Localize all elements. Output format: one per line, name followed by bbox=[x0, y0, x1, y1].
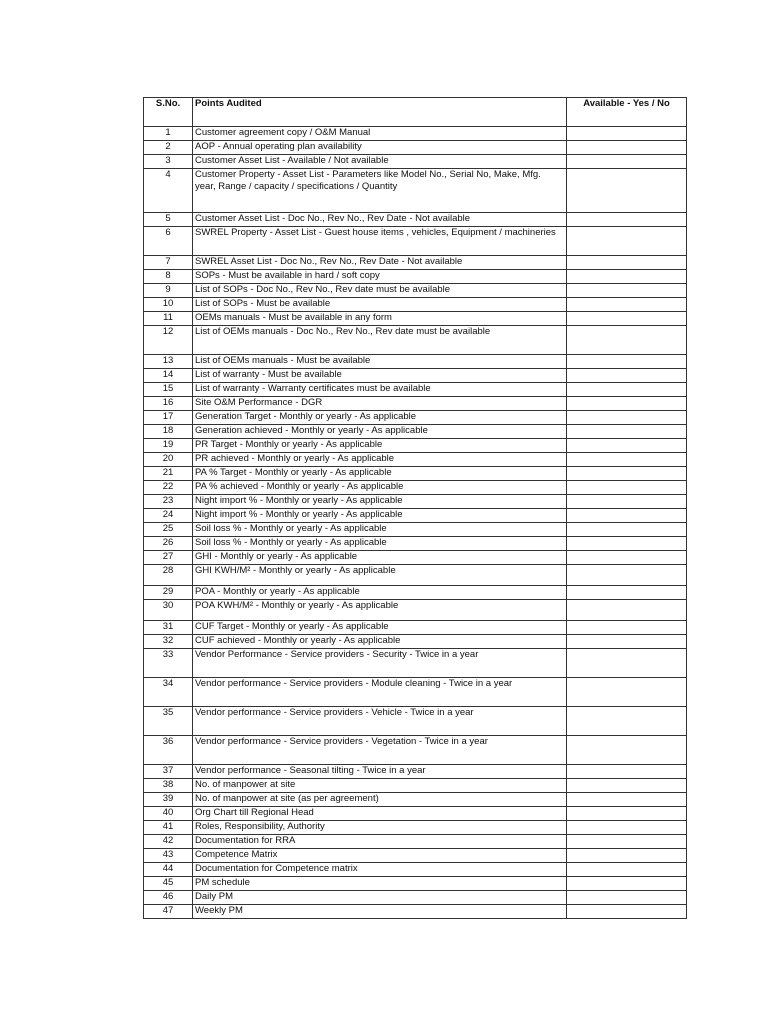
row-sno: 43 bbox=[144, 849, 193, 863]
table-row bbox=[144, 600, 687, 621]
row-available-cell[interactable] bbox=[567, 905, 687, 919]
table-row bbox=[144, 835, 687, 849]
header-available: Available - Yes / No bbox=[567, 98, 687, 127]
table-row bbox=[144, 298, 687, 312]
row-point-audited: POA - Monthly or yearly - As applicable bbox=[193, 586, 567, 600]
row-point-audited: Customer Asset List - Available / Not available bbox=[193, 155, 567, 169]
row-available-cell[interactable] bbox=[567, 736, 687, 765]
row-available-cell[interactable] bbox=[567, 678, 687, 707]
row-available-cell[interactable] bbox=[567, 227, 687, 256]
row-available-cell[interactable] bbox=[567, 565, 687, 586]
table-row bbox=[144, 439, 687, 453]
table-row bbox=[144, 397, 687, 411]
row-available-cell[interactable] bbox=[567, 383, 687, 397]
row-point-audited: GHI KWH/M² - Monthly or yearly - As applicable bbox=[193, 565, 567, 586]
table-row bbox=[144, 905, 687, 919]
row-available-cell[interactable] bbox=[567, 270, 687, 284]
row-available-cell[interactable] bbox=[567, 649, 687, 678]
row-available-cell[interactable] bbox=[567, 877, 687, 891]
row-sno: 47 bbox=[144, 905, 193, 919]
table-row bbox=[144, 565, 687, 586]
table-row bbox=[144, 383, 687, 397]
row-available-cell[interactable] bbox=[567, 523, 687, 537]
row-sno: 7 bbox=[144, 256, 193, 270]
table-row bbox=[144, 155, 687, 169]
table-row bbox=[144, 877, 687, 891]
row-sno: 28 bbox=[144, 565, 193, 586]
row-sno: 13 bbox=[144, 355, 193, 369]
table-row bbox=[144, 141, 687, 155]
row-available-cell[interactable] bbox=[567, 600, 687, 621]
table-row bbox=[144, 891, 687, 905]
row-sno: 14 bbox=[144, 369, 193, 383]
row-available-cell[interactable] bbox=[567, 793, 687, 807]
table-row bbox=[144, 707, 687, 736]
row-point-audited: POA KWH/M² - Monthly or yearly - As applicable bbox=[193, 600, 567, 621]
row-point-audited: SWREL Asset List - Doc No., Rev No., Rev Date - Not available bbox=[193, 256, 567, 270]
row-sno: 11 bbox=[144, 312, 193, 326]
table-row bbox=[144, 256, 687, 270]
row-sno: 27 bbox=[144, 551, 193, 565]
row-sno: 42 bbox=[144, 835, 193, 849]
row-sno: 40 bbox=[144, 807, 193, 821]
row-available-cell[interactable] bbox=[567, 891, 687, 905]
row-point-audited: Documentation for RRA bbox=[193, 835, 567, 849]
row-sno: 45 bbox=[144, 877, 193, 891]
header-points-audited: Points Audited bbox=[193, 98, 567, 127]
row-point-audited: Vendor performance - Service providers - Vegetation - Twice in a year bbox=[193, 736, 567, 765]
row-sno: 36 bbox=[144, 736, 193, 765]
row-sno: 16 bbox=[144, 397, 193, 411]
table-row bbox=[144, 270, 687, 284]
row-available-cell[interactable] bbox=[567, 169, 687, 213]
table-row bbox=[144, 849, 687, 863]
row-available-cell[interactable] bbox=[567, 707, 687, 736]
row-available-cell[interactable] bbox=[567, 621, 687, 635]
table-row bbox=[144, 635, 687, 649]
row-available-cell[interactable] bbox=[567, 425, 687, 439]
table-row bbox=[144, 369, 687, 383]
row-available-cell[interactable] bbox=[567, 551, 687, 565]
header-sno: S.No. bbox=[144, 98, 193, 127]
row-point-audited: Night import % - Monthly or yearly - As applicable bbox=[193, 509, 567, 523]
row-sno: 1 bbox=[144, 127, 193, 141]
row-available-cell[interactable] bbox=[567, 453, 687, 467]
row-available-cell[interactable] bbox=[567, 779, 687, 793]
row-available-cell[interactable] bbox=[567, 369, 687, 383]
row-point-audited: SWREL Property - Asset List - Guest house items , vehicles, Equipment / machineries bbox=[193, 227, 567, 256]
row-sno: 19 bbox=[144, 439, 193, 453]
row-sno: 5 bbox=[144, 213, 193, 227]
header-row bbox=[144, 98, 687, 127]
table-row bbox=[144, 586, 687, 600]
row-point-audited: List of OEMs manuals - Must be available bbox=[193, 355, 567, 369]
table-row bbox=[144, 467, 687, 481]
table-row bbox=[144, 284, 687, 298]
table-row bbox=[144, 495, 687, 509]
table-row bbox=[144, 481, 687, 495]
row-sno: 21 bbox=[144, 467, 193, 481]
audit-checklist-table bbox=[143, 97, 687, 919]
row-sno: 10 bbox=[144, 298, 193, 312]
row-point-audited: Vendor performance - Service providers - Module cleaning - Twice in a year bbox=[193, 678, 567, 707]
row-sno: 38 bbox=[144, 779, 193, 793]
row-sno: 17 bbox=[144, 411, 193, 425]
row-sno: 9 bbox=[144, 284, 193, 298]
table-row bbox=[144, 127, 687, 141]
row-available-cell[interactable] bbox=[567, 155, 687, 169]
row-point-audited: GHI - Monthly or yearly - As applicable bbox=[193, 551, 567, 565]
row-sno: 29 bbox=[144, 586, 193, 600]
row-sno: 46 bbox=[144, 891, 193, 905]
row-point-audited: List of SOPs - Must be available bbox=[193, 298, 567, 312]
row-point-audited: PR Target - Monthly or yearly - As applicable bbox=[193, 439, 567, 453]
table-row bbox=[144, 551, 687, 565]
row-available-cell[interactable] bbox=[567, 284, 687, 298]
row-sno: 41 bbox=[144, 821, 193, 835]
row-point-audited: Generation achieved - Monthly or yearly - As applicable bbox=[193, 425, 567, 439]
table-row bbox=[144, 169, 687, 213]
row-point-audited: List of OEMs manuals - Doc No., Rev No., Rev date must be available bbox=[193, 326, 567, 355]
row-available-cell[interactable] bbox=[567, 586, 687, 600]
table-row bbox=[144, 779, 687, 793]
row-available-cell[interactable] bbox=[567, 141, 687, 155]
table-row bbox=[144, 355, 687, 369]
row-available-cell[interactable] bbox=[567, 411, 687, 425]
row-available-cell[interactable] bbox=[567, 495, 687, 509]
table-row bbox=[144, 821, 687, 835]
row-point-audited: PR achieved - Monthly or yearly - As applicable bbox=[193, 453, 567, 467]
row-available-cell[interactable] bbox=[567, 256, 687, 270]
table-row bbox=[144, 807, 687, 821]
row-point-audited: Night import % - Monthly or yearly - As applicable bbox=[193, 495, 567, 509]
row-available-cell[interactable] bbox=[567, 807, 687, 821]
table-row bbox=[144, 213, 687, 227]
row-sno: 12 bbox=[144, 326, 193, 355]
row-available-cell[interactable] bbox=[567, 326, 687, 355]
row-available-cell[interactable] bbox=[567, 537, 687, 551]
table-row bbox=[144, 863, 687, 877]
table-row bbox=[144, 736, 687, 765]
table-row bbox=[144, 537, 687, 551]
row-point-audited: List of warranty - Warranty certificates must be available bbox=[193, 383, 567, 397]
row-available-cell[interactable] bbox=[567, 355, 687, 369]
row-sno: 2 bbox=[144, 141, 193, 155]
row-sno: 37 bbox=[144, 765, 193, 779]
table-row bbox=[144, 227, 687, 256]
row-point-audited: Soil loss % - Monthly or yearly - As applicable bbox=[193, 523, 567, 537]
row-available-cell[interactable] bbox=[567, 849, 687, 863]
row-sno: 26 bbox=[144, 537, 193, 551]
row-point-audited: Vendor Performance - Service providers - Security - Twice in a year bbox=[193, 649, 567, 678]
row-sno: 3 bbox=[144, 155, 193, 169]
row-point-audited: Competence Matrix bbox=[193, 849, 567, 863]
row-point-audited: Generation Target - Monthly or yearly - As applicable bbox=[193, 411, 567, 425]
row-sno: 4 bbox=[144, 169, 193, 213]
table-row bbox=[144, 425, 687, 439]
row-sno: 39 bbox=[144, 793, 193, 807]
row-point-audited: PA % Target - Monthly or yearly - As applicable bbox=[193, 467, 567, 481]
row-point-audited: CUF achieved - Monthly or yearly - As applicable bbox=[193, 635, 567, 649]
row-available-cell[interactable] bbox=[567, 481, 687, 495]
table-row bbox=[144, 326, 687, 355]
table-row bbox=[144, 621, 687, 635]
row-point-audited: Documentation for Competence matrix bbox=[193, 863, 567, 877]
row-point-audited: Org Chart till Regional Head bbox=[193, 807, 567, 821]
table-row bbox=[144, 649, 687, 678]
row-sno: 34 bbox=[144, 678, 193, 707]
row-sno: 6 bbox=[144, 227, 193, 256]
row-available-cell[interactable] bbox=[567, 439, 687, 453]
table-row bbox=[144, 765, 687, 779]
row-sno: 35 bbox=[144, 707, 193, 736]
row-point-audited: No. of manpower at site (as per agreement) bbox=[193, 793, 567, 807]
row-point-audited: Site O&M Performance - DGR bbox=[193, 397, 567, 411]
row-sno: 30 bbox=[144, 600, 193, 621]
row-point-audited: List of warranty - Must be available bbox=[193, 369, 567, 383]
row-available-cell[interactable] bbox=[567, 835, 687, 849]
row-sno: 31 bbox=[144, 621, 193, 635]
table-row bbox=[144, 453, 687, 467]
table-row bbox=[144, 411, 687, 425]
row-point-audited: Weekly PM bbox=[193, 905, 567, 919]
row-point-audited: List of SOPs - Doc No., Rev No., Rev date must be available bbox=[193, 284, 567, 298]
row-sno: 8 bbox=[144, 270, 193, 284]
row-available-cell[interactable] bbox=[567, 765, 687, 779]
row-available-cell[interactable] bbox=[567, 298, 687, 312]
row-point-audited: Customer agreement copy / O&M Manual bbox=[193, 127, 567, 141]
row-sno: 18 bbox=[144, 425, 193, 439]
row-sno: 24 bbox=[144, 509, 193, 523]
row-point-audited: PA % achieved - Monthly or yearly - As applicable bbox=[193, 481, 567, 495]
row-available-cell[interactable] bbox=[567, 213, 687, 227]
row-sno: 22 bbox=[144, 481, 193, 495]
table-body bbox=[144, 127, 687, 919]
row-sno: 25 bbox=[144, 523, 193, 537]
row-available-cell[interactable] bbox=[567, 127, 687, 141]
row-point-audited: Vendor performance - Service providers - Vehicle - Twice in a year bbox=[193, 707, 567, 736]
row-point-audited: Customer Asset List - Doc No., Rev No., Rev Date - Not available bbox=[193, 213, 567, 227]
table-row bbox=[144, 509, 687, 523]
row-available-cell[interactable] bbox=[567, 863, 687, 877]
row-sno: 20 bbox=[144, 453, 193, 467]
row-sno: 33 bbox=[144, 649, 193, 678]
row-available-cell[interactable] bbox=[567, 635, 687, 649]
table-row bbox=[144, 312, 687, 326]
row-point-audited: AOP - Annual operating plan availability bbox=[193, 141, 567, 155]
row-available-cell[interactable] bbox=[567, 467, 687, 481]
row-point-audited: Soil loss % - Monthly or yearly - As applicable bbox=[193, 537, 567, 551]
row-point-audited: SOPs - Must be available in hard / soft copy bbox=[193, 270, 567, 284]
table-row bbox=[144, 678, 687, 707]
row-available-cell[interactable] bbox=[567, 312, 687, 326]
row-sno: 44 bbox=[144, 863, 193, 877]
row-sno: 15 bbox=[144, 383, 193, 397]
row-point-audited: No. of manpower at site bbox=[193, 779, 567, 793]
row-available-cell[interactable] bbox=[567, 821, 687, 835]
table-row bbox=[144, 523, 687, 537]
row-available-cell[interactable] bbox=[567, 509, 687, 523]
row-point-audited: Daily PM bbox=[193, 891, 567, 905]
row-point-audited: CUF Target - Monthly or yearly - As applicable bbox=[193, 621, 567, 635]
row-available-cell[interactable] bbox=[567, 397, 687, 411]
row-point-audited: Roles, Responsibility, Authority bbox=[193, 821, 567, 835]
row-point-audited: PM schedule bbox=[193, 877, 567, 891]
row-point-audited: OEMs manuals - Must be available in any form bbox=[193, 312, 567, 326]
table-row bbox=[144, 793, 687, 807]
row-sno: 23 bbox=[144, 495, 193, 509]
row-sno: 32 bbox=[144, 635, 193, 649]
row-point-audited: Customer Property - Asset List - Parameters like Model No., Serial No, Make, Mfg. year, Range / capacity / specifications / Quantity bbox=[193, 169, 567, 213]
row-point-audited: Vendor performance - Seasonal tilting - Twice in a year bbox=[193, 765, 567, 779]
